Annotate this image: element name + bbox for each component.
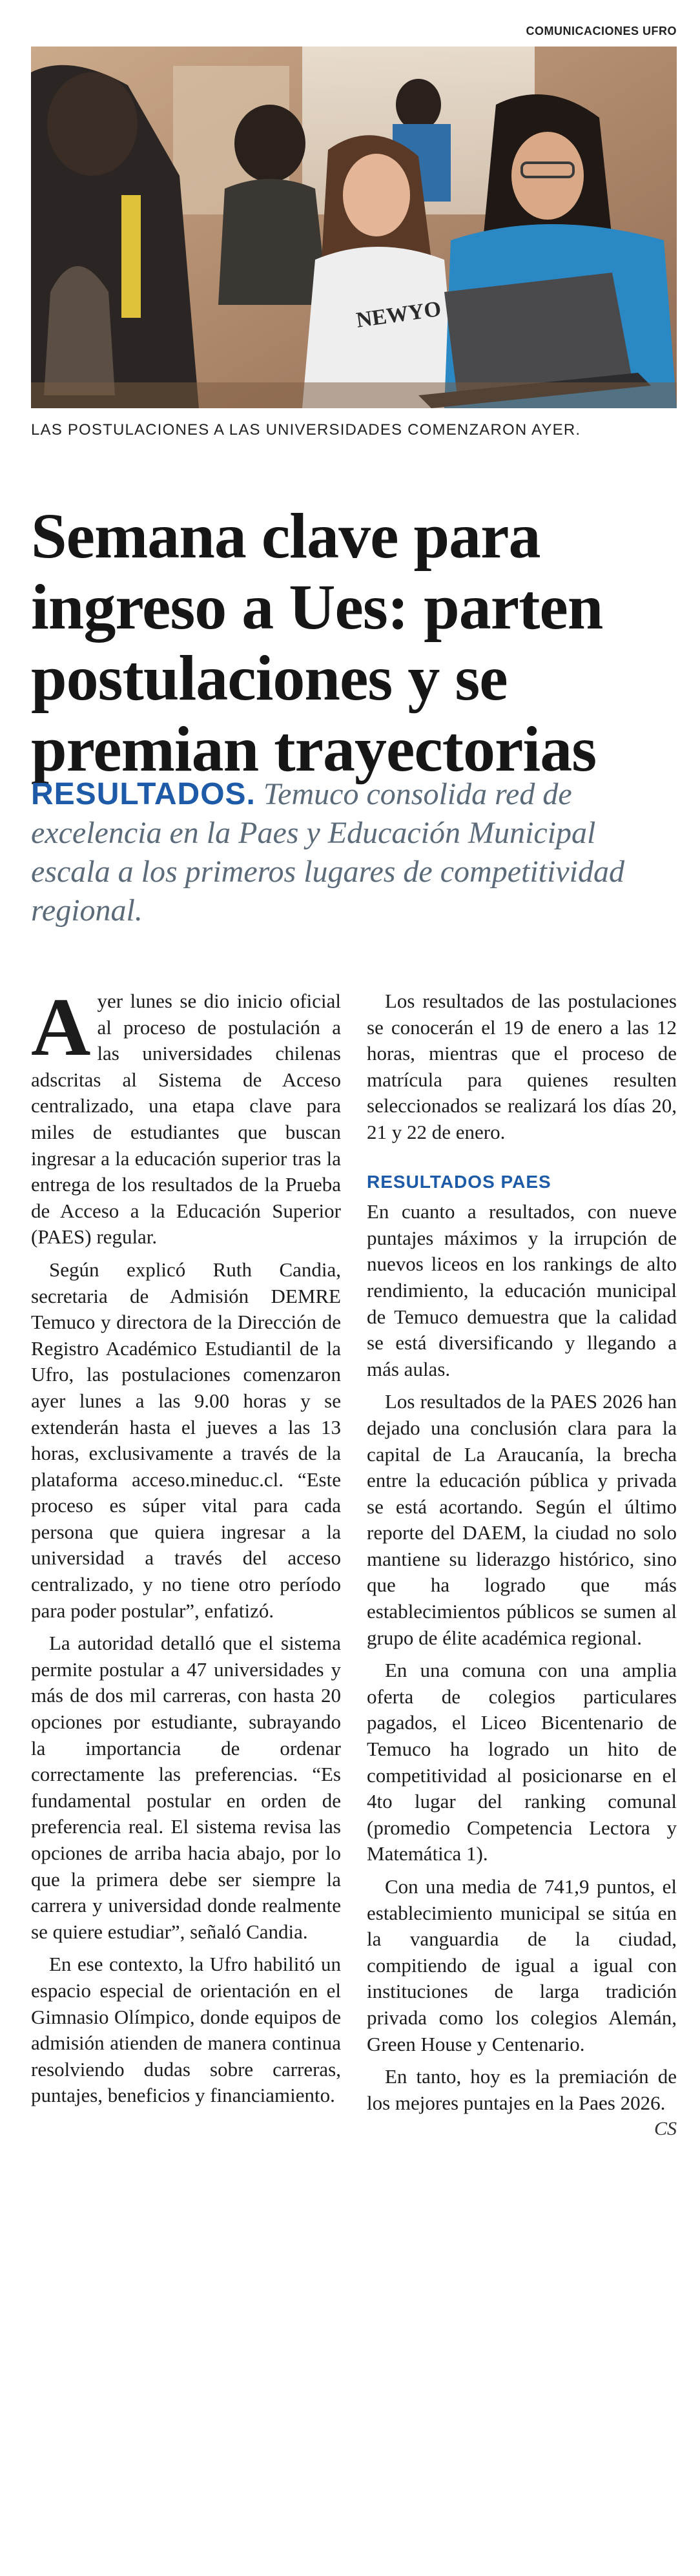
article-paragraph [367,2064,677,2140]
end-mark: CS [654,2118,677,2140]
shirt-text: NEWYO [355,296,443,333]
paragraph-text: En tanto, hoy es la premiación de los mejores puntajes en la Paes 2026. [367,2065,677,2114]
article-paragraph: Los resultados de las postulaciones se conocerán el 19 de enero a las 12 horas, mientras que el proceso de matrícula para quienes resulten seleccionados se realizará los días 20, 21 y 22 de enero. [367,990,677,1143]
photo-illustration [31,47,677,408]
headline: Semana clave para ingreso a Ues: parten postulaciones y se premian trayectorias [31,500,603,785]
article-column-right [367,988,677,2539]
article-paragraph: La autoridad detalló que el sistema permite postular a 47 universidades y más de dos mil carreras, con hasta 20 opciones por estudiante, subrayando la importancia de ordenar correctamente las preferencias. “Es fundamental postular en orden de preferencia real. El sistema revisa las opciones de arriba hacia abajo, por lo que la primera debe ser siempre la carrera y universidad donde realmente se quiere estudiar”, señaló Candia. [31,1632,341,1943]
paragraph-text: yer lunes se dio inicio oficial al proceso de postulación a las universidades chilenas adscritas al Sistema de Acceso centralizado, una etapa clave para miles de estudiantes que buscan ingresar a la educación superior tras la entrega de los resultados de la Prueba de Acceso a la Educación Superior (PAES) regular. [31,990,341,1249]
dropcap: A [31,981,91,1073]
deck-text: Temuco consolida red de excelencia en la Paes y Educación Municipal escala a los primeros lugares de competitividad regional. [31,777,624,928]
photo-caption: LAS POSTULACIONES A LAS UNIVERSIDADES COMENZARON AYER. [31,421,581,439]
article-column-left [31,981,341,2539]
article-paragraph: Según explicó Ruth Candia, secretaria de Admisión DEMRE Temuco y directora de la Dirección de Registro Académico Estudiantil de la Ufro, las postulaciones comenzaron ayer lunes a las 9.00 horas y se extenderán hasta el jueves a las 13 horas, exclusivamente a través de la plataforma acceso.mineduc.cl. “Este proceso es súper vital para cada persona que quiera ingresar a la universidad a través del acceso centralizado, y no tiene otro período para poder postular”, enfatizó. [31,1258,341,1622]
article-paragraph: En ese contexto, la Ufro habilitó un espacio especial de orientación en el Gimnasio Olímpico, donde equipos de admisión atienden de manera continua resolviendo dudas sobre carreras, puntajes, beneficios y financiamiento. [31,1953,341,2107]
section-subhead: RESULTADOS PAES [367,1171,551,1192]
deck [31,775,677,930]
article-paragraph: En una comuna con una amplia oferta de colegios particulares pagados, el Liceo Bicentenario de Temuco ha logrado un hito de competitividad al posicionarse en el 4to lugar del ranking comunal (promedio Competencia Lectora y Matemática 1). [367,1659,677,1865]
article-paragraph: Con una media de 741,9 puntos, el establecimiento municipal se sitúa en la vanguardia de la ciudad, compitiendo de igual a igual con instituciones de larga tradición privada como los colegios Alemán, Green House y Centenario. [367,1875,677,2055]
article-photo [31,47,677,408]
photo-credit: COMUNICACIONES UFRO [526,25,677,37]
article-paragraph: En cuanto a resultados, con nueve puntajes máximos y la irrupción de nuevos liceos en los rankings de alto rendimiento, la educación municipal de Temuco demuestra que la calidad se está diversificando y llegando a más aulas. [367,1200,677,1380]
deck-kicker: RESULTADOS. [31,777,256,811]
article-body [31,981,677,2539]
article-paragraph: Los resultados de la PAES 2026 han dejado una conclusión clara para la capital de La Araucanía, la brecha entre la educación pública y privada se está acortando. Según el último reporte del DAEM, la ciudad no solo mantiene su liderazgo histórico, sino que ha logrado que más establecimientos públicos se sumen al grupo de élite académica regional. [367,1390,677,1649]
article-paragraph [31,981,341,1251]
